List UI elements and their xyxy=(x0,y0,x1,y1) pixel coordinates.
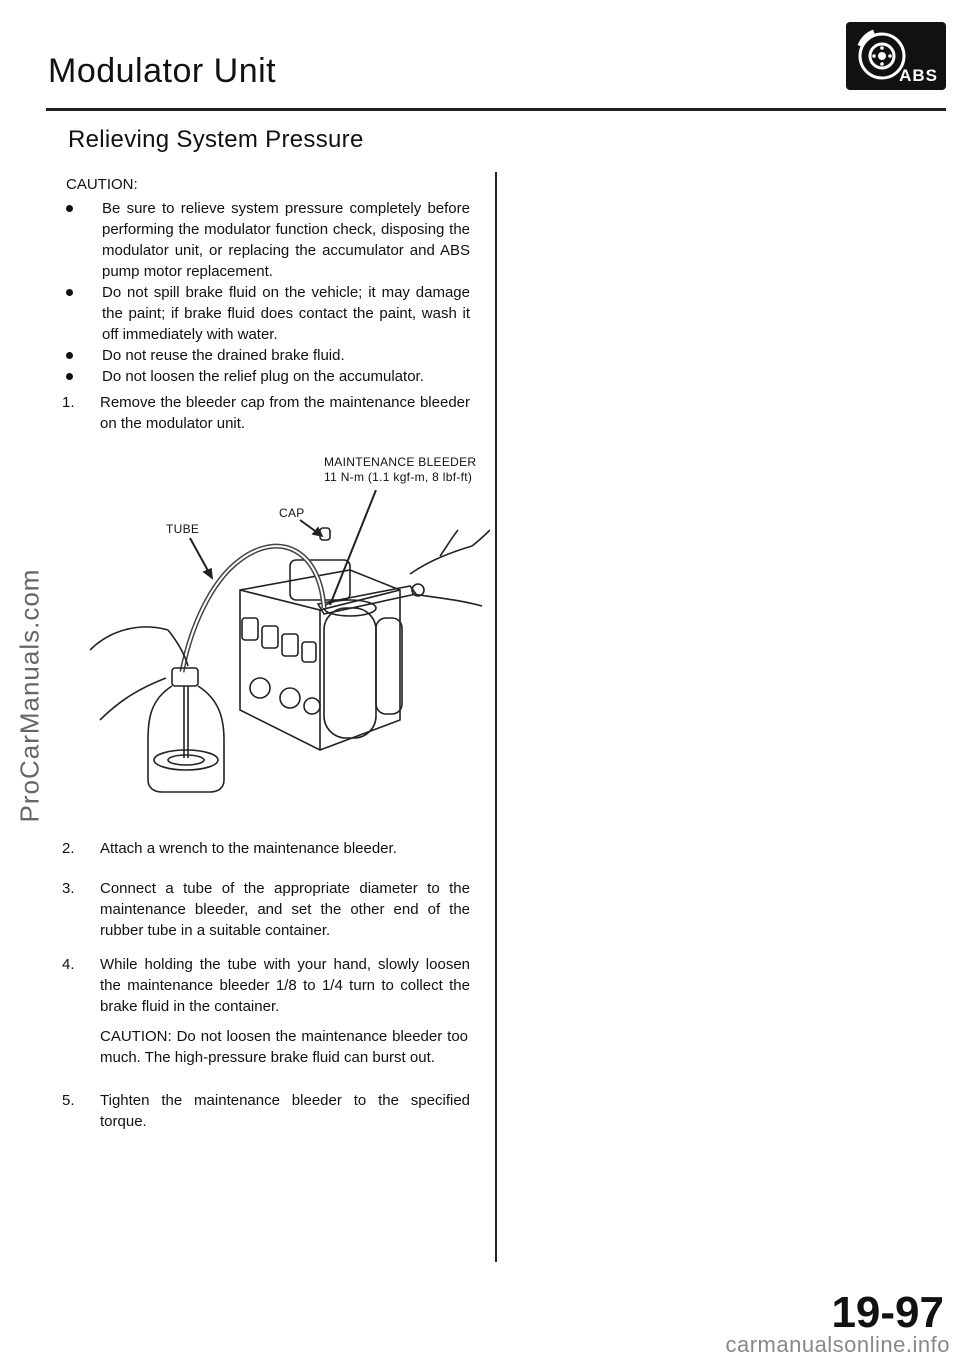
step-1: 1. Remove the bleeder cap from the maintenance bleeder on the modulator unit. xyxy=(62,394,470,432)
page-title: Modulator Unit xyxy=(48,52,277,90)
watermark-left: ProCarManuals.com xyxy=(14,568,45,823)
caution-item: Do not loosen the relief plug on the accumulator. xyxy=(66,366,470,387)
watermark-bottom: carmanualsonline.info xyxy=(725,1332,950,1357)
bullet-icon xyxy=(66,373,73,380)
section-title: Relieving System Pressure xyxy=(68,126,364,153)
page-number: 19-97 xyxy=(831,1288,944,1337)
modulator-illustration xyxy=(80,490,490,810)
step-5: 5. Tighten the maintenance bleeder to the specified torque. xyxy=(62,1092,470,1130)
label-torque-spec: 11 N-m (1.1 kgf-m, 8 lbf-ft) xyxy=(324,470,473,484)
label-maintenance-bleeder: MAINTENANCE BLEEDER xyxy=(324,455,477,469)
title-divider xyxy=(46,108,946,111)
step-3: 3. Connect a tube of the appropriate diameter to the maintenance bleeder, and set the other end of the rubber tube in a suitable container. xyxy=(62,880,470,939)
column-divider xyxy=(495,172,497,1262)
caution-item: Be sure to relieve system pressure completely before performing the modulator function check, disposing the modulator unit, or replacing the accumulator and ABS pump motor replacement. xyxy=(66,198,470,282)
step-2: 2. Attach a wrench to the maintenance bleeder. xyxy=(62,840,397,857)
step-4-caution: CAUTION: Do not loosen the maintenance bleeder too much. The high-pressure brake fluid can burst out. xyxy=(100,1028,468,1066)
label-cap: CAP xyxy=(279,506,305,520)
caution-heading: CAUTION: xyxy=(66,176,138,193)
caution-item: Do not spill brake fluid on the vehicle; it may damage the paint; if brake fluid does contact the paint, wash it off immediately with water. xyxy=(66,282,470,345)
bullet-icon xyxy=(66,205,73,212)
bullet-icon xyxy=(66,289,73,296)
caution-item: Do not reuse the drained brake fluid. xyxy=(66,345,470,366)
abs-badge xyxy=(846,22,946,90)
bullet-icon xyxy=(66,352,73,359)
label-tube: TUBE xyxy=(166,522,200,536)
step-4: 4. While holding the tube with your hand, slowly loosen the maintenance bleeder 1/8 to 1/4 turn to collect the brake fluid in the container. xyxy=(62,956,470,1015)
abs-badge-label: ABS xyxy=(899,66,938,85)
